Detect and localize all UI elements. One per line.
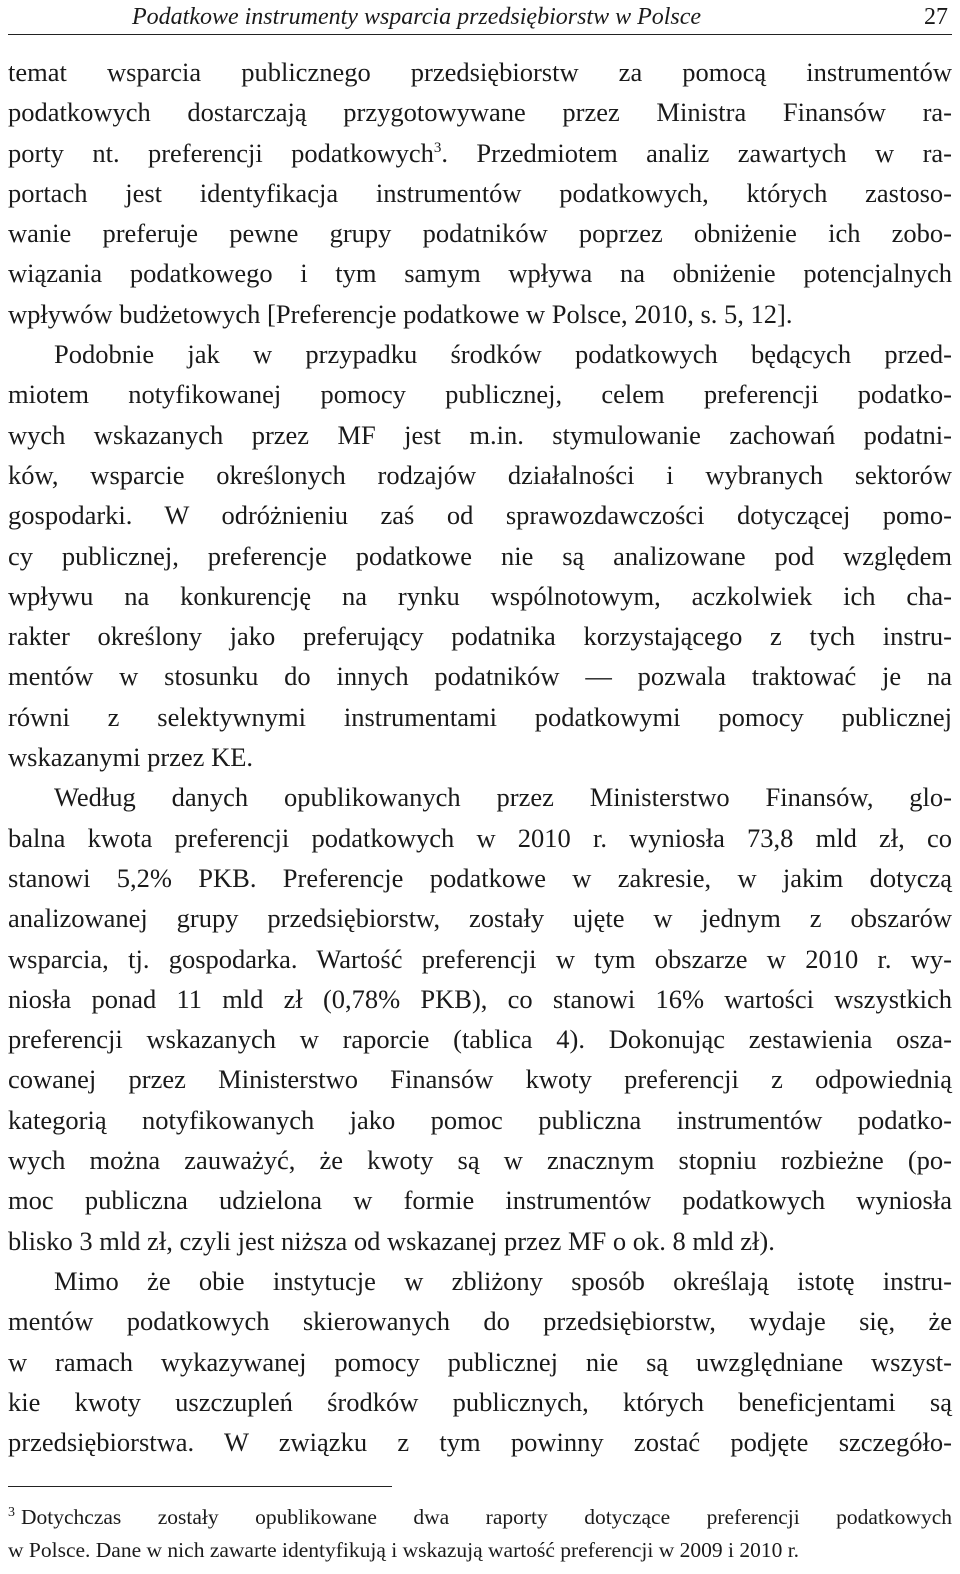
text-line: wych można zauważyć, że kwoty są w znacznym stopniu rozbieżne (po- [8,1145,952,1176]
text-line: wsparcia, tj. gospodarka. Wartość preferencji w tym obszarze w 2010 r. wy- [8,943,952,974]
text-line: wiązania podatkowego i tym samym wpływa na obniżenie potencjalnych [8,258,952,289]
text-line: cowanej przez Ministerstwo Finansów kwoty preferencji z odpowiednią [8,1064,952,1095]
text-line: wskazanymi przez KE. [8,742,254,773]
text-line: przedsiębiorstwa. W związku z tym powinny zostać podjęte szczegóło- [8,1427,952,1458]
text-line: w ramach wykazywanej pomocy publicznej nie są uwzględniane wszyst- [8,1346,952,1377]
text-line: podatkowych dostarczają przygotowywane przez Ministra Finansów ra- [8,97,952,128]
text-line: balna kwota preferencji podatkowych w 2010 r. wyniosła 73,8 mld zł, co [8,822,952,853]
text-line: kategorią notyfikowanych jako pomoc publiczna instrumentów podatko- [8,1104,952,1135]
text-line: niosła ponad 11 mld zł (0,78% PKB), co stanowi 16% wartości wszystkich [8,983,952,1014]
text-line: analizowanej grupy przedsiębiorstw, zostały ujęte w jednym z obszarów [8,903,952,934]
body-text [8,52,952,1462]
paragraph-first-line: Podobnie jak w przypadku środków podatkowych będących przed- [54,339,952,370]
text-line: moc publiczna udzielona w formie instrumentów podatkowych wyniosła [8,1185,952,1216]
text-line: cy publicznej, preferencje podatkowe nie są analizowane pod względem [8,540,952,571]
text-line: mentów podatkowych skierowanych do przedsiębiorstw, wydaje się, że [8,1306,952,1337]
text-line: wanie preferuje pewne grupy podatników poprzez obniżenie ich zobo- [8,218,952,249]
text-segment: . Przedmiotem analiz zawartych w ra- [441,137,953,168]
footnote-reference: 3 [433,139,442,156]
footnote-line: w Polsce. Dane w nich zawarte identyfikują i wskazują wartość preferencji w 2009 i 2010 r. [8,1538,800,1562]
text-line: temat wsparcia publicznego przedsiębiorstw za pomocą instrumentów [8,57,952,87]
text-line: gospodarki. W odróżnieniu zaś od sprawozdawczości dotyczącej pomo- [8,500,952,531]
text-line: wpływów budżetowych [Preferencje podatkowe w Polsce, 2010, s. 5, 12]. [8,298,793,329]
text-line: wpływu na konkurencję na rynku wspólnotowym, aczkolwiek ich cha- [8,580,952,611]
text-line: rakter określony jako preferujący podatnika korzystającego z tych instru- [8,621,952,652]
text-line: kie kwoty uszczupleń środków publicznych, których beneficjentami są [8,1386,952,1417]
running-title: Podatkowe instrumenty wsparcia przedsiębiorstw w Polsce [132,4,702,30]
text-line: wych wskazanych przez MF jest m.in. stymulowanie zachowań podatni- [8,419,952,450]
footnotes [8,1501,952,1567]
text-segment: porty nt. preferencji podatkowych [8,137,434,168]
text-line [8,133,952,173]
paragraph-first-line: Mimo że obie instytucje w zbliżony sposób określają istotę instru- [54,1265,952,1296]
page-number: 27 [924,4,948,30]
text-line: stanowi 5,2% PKB. Preferencje podatkowe w zakresie, w jakim dotyczą [8,862,952,893]
footnote-text: Dotychczas zostały opublikowane dwa raporty dotyczące preferencji podatkowych [21,1505,952,1529]
running-header [8,0,952,35]
footnote-divider [8,1486,392,1487]
text-line: równi z selektywnymi instrumentami podatkowymi pomocy publicznej [8,701,952,732]
text-line: portach jest identyfikacja instrumentów podatkowych, których zastoso- [8,177,952,208]
footnote-line [8,1501,952,1534]
text-line: preferencji wskazanych w raporcie (tablica 4). Dokonując zestawienia osza- [8,1024,952,1055]
text-line: ków, wsparcie określonych rodzajów działalności i wybranych sektorów [8,459,952,490]
footnote-mark: 3 [8,1504,15,1520]
paragraph-first-line: Według danych opublikowanych przez Ministerstwo Finansów, glo- [54,782,952,813]
text-line: mentów w stosunku do innych podatników — pozwala traktować je na [8,661,952,692]
text-line: blisko 3 mld zł, czyli jest niższa od wskazanej przez MF o ok. 8 mld zł). [8,1225,775,1256]
text-line: miotem notyfikowanej pomocy publicznej, celem preferencji podatko- [8,379,952,410]
